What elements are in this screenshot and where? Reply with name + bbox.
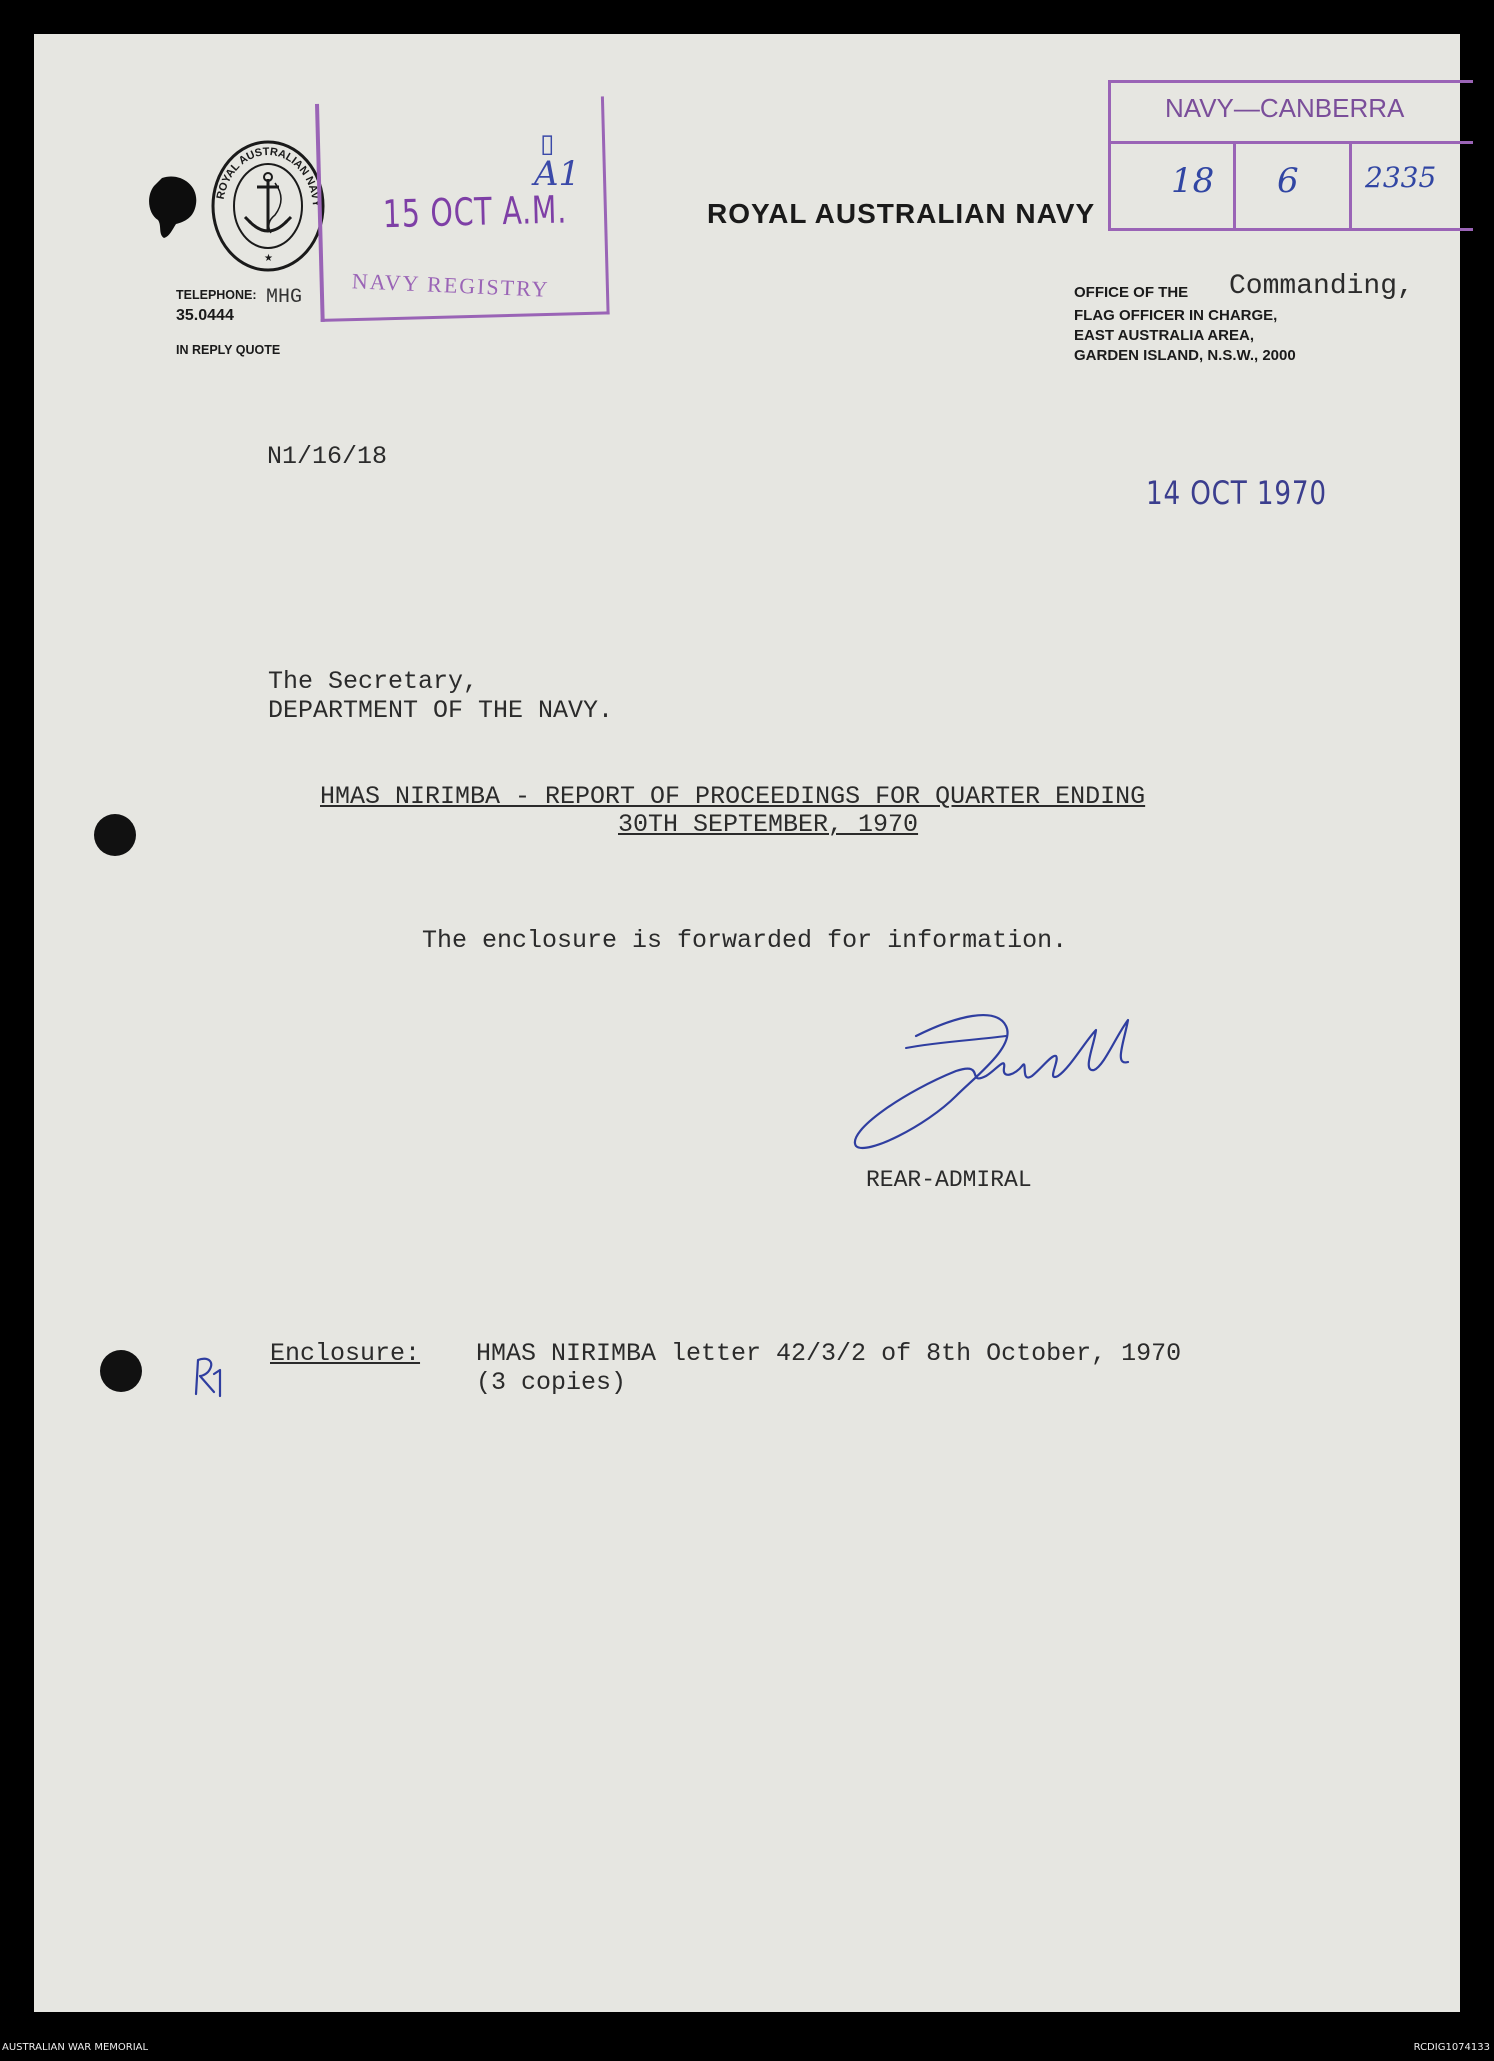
office-line-3: EAST AUSTRALIA AREA,: [1074, 327, 1254, 344]
office-typed-commanding: Commanding,: [1229, 271, 1414, 302]
date-stamp: 14 OCT 1970: [1146, 474, 1327, 512]
svg-text:★: ★: [264, 253, 273, 264]
subject-line-1: HMAS NIRIMBA - REPORT OF PROCEEDINGS FOR QUARTER ENDING: [320, 782, 1146, 811]
telephone-label: TELEPHONE:: [176, 288, 257, 302]
enclosure-text: HMAS NIRIMBA letter 42/3/2 of 8th October, 1970: [476, 1339, 1182, 1368]
canberra-cell-3: 2335: [1365, 161, 1437, 194]
enclosure-copies: (3 copies): [476, 1368, 627, 1397]
enclosure-label: Enclosure:: [270, 1339, 421, 1368]
letter-body: The enclosure is forwarded for information.: [422, 926, 1068, 955]
canberra-cell-1: 18: [1171, 161, 1215, 201]
registry-date: 15 OCT A.M.: [382, 187, 568, 237]
reference-number: N1/16/18: [267, 442, 388, 471]
handwritten-annotation: ▯ A1: [534, 129, 581, 194]
registry-label: NAVY REGISTRY: [351, 268, 551, 302]
recipient-line-1: The Secretary,: [268, 667, 479, 696]
footer-right: RCDIG1074133: [1413, 2042, 1490, 2053]
office-line-4: GARDEN ISLAND, N.S.W., 2000: [1074, 347, 1296, 364]
navy-crest-icon: [209, 137, 327, 279]
document-page: [34, 34, 1460, 2012]
ink-blot: [144, 174, 204, 240]
footer-left: AUSTRALIAN WAR MEMORIAL: [2, 2042, 149, 2053]
office-line-2: FLAG OFFICER IN CHARGE,: [1074, 307, 1278, 324]
signatory-rank: REAR-ADMIRAL: [866, 1167, 1032, 1193]
initials: MHG: [266, 286, 303, 309]
punch-hole: [100, 1350, 142, 1392]
handwritten-mark: [190, 1352, 226, 1400]
office-line-1: OFFICE OF THE: [1074, 284, 1189, 301]
reply-quote-label: IN REPLY QUOTE: [176, 343, 281, 357]
recipient-line-2: DEPARTMENT OF THE NAVY.: [268, 696, 614, 725]
canberra-stamp-title: NAVY—CANBERRA: [1165, 93, 1405, 123]
handwritten-signature: [846, 996, 1196, 1166]
telephone-number: 35.0444: [176, 307, 234, 324]
navy-canberra-stamp: [1108, 80, 1473, 231]
svg-text:ROYAL AUSTRALIAN NAVY: ROYAL AUSTRALIAN NAVY: [214, 145, 323, 208]
punch-hole: [94, 814, 136, 856]
letterhead-title: ROYAL AUSTRALIAN NAVY: [707, 198, 1096, 229]
canberra-cell-2: 6: [1277, 161, 1299, 201]
subject-line-2: 30TH SEPTEMBER, 1970: [618, 810, 919, 839]
